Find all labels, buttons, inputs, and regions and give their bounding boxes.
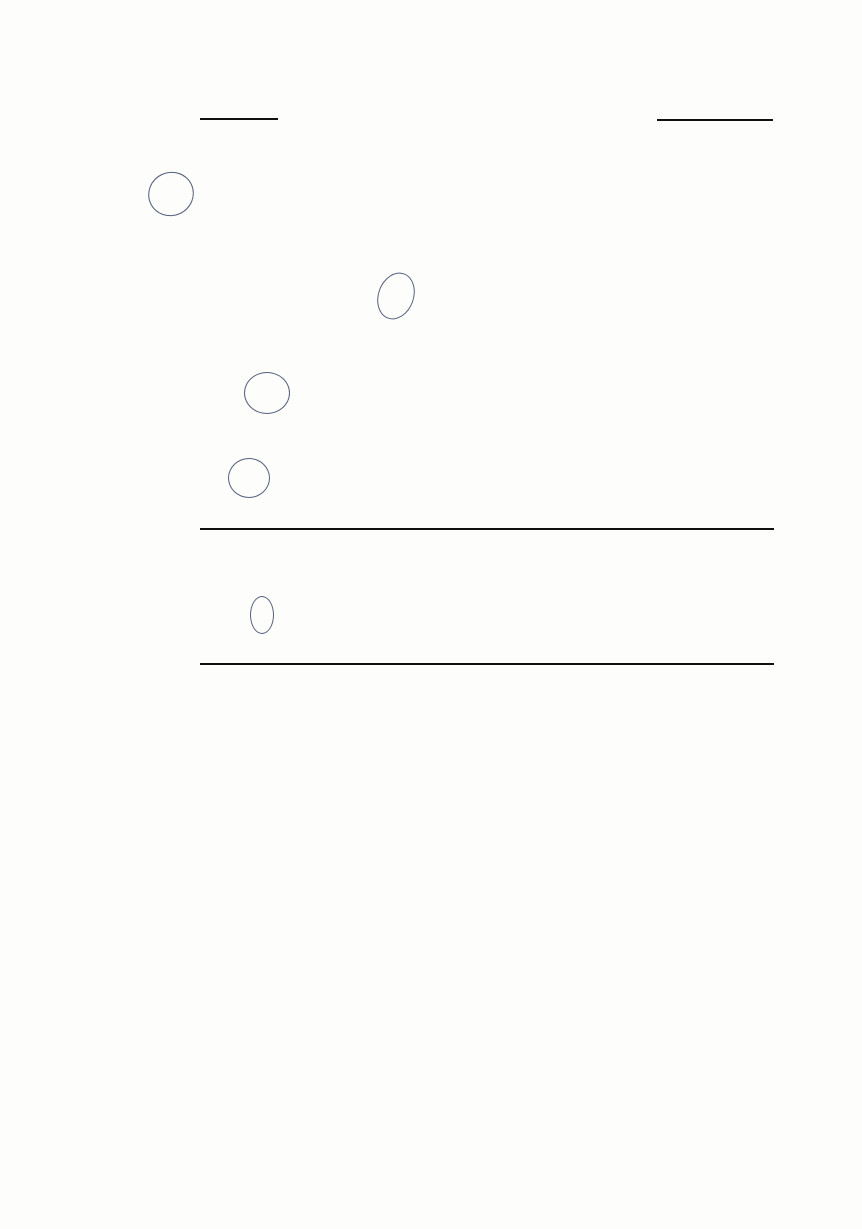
q1-selection-circle <box>141 164 201 223</box>
name-underline <box>657 119 773 121</box>
q3-selection-circle <box>244 372 290 414</box>
q4-selection-circle <box>228 458 270 498</box>
q5-comment-line <box>200 663 774 665</box>
q5-selection-circle <box>250 596 274 634</box>
city-underline <box>200 118 278 120</box>
q4-comment-line <box>200 528 774 530</box>
q2-selection-circle <box>371 267 421 324</box>
